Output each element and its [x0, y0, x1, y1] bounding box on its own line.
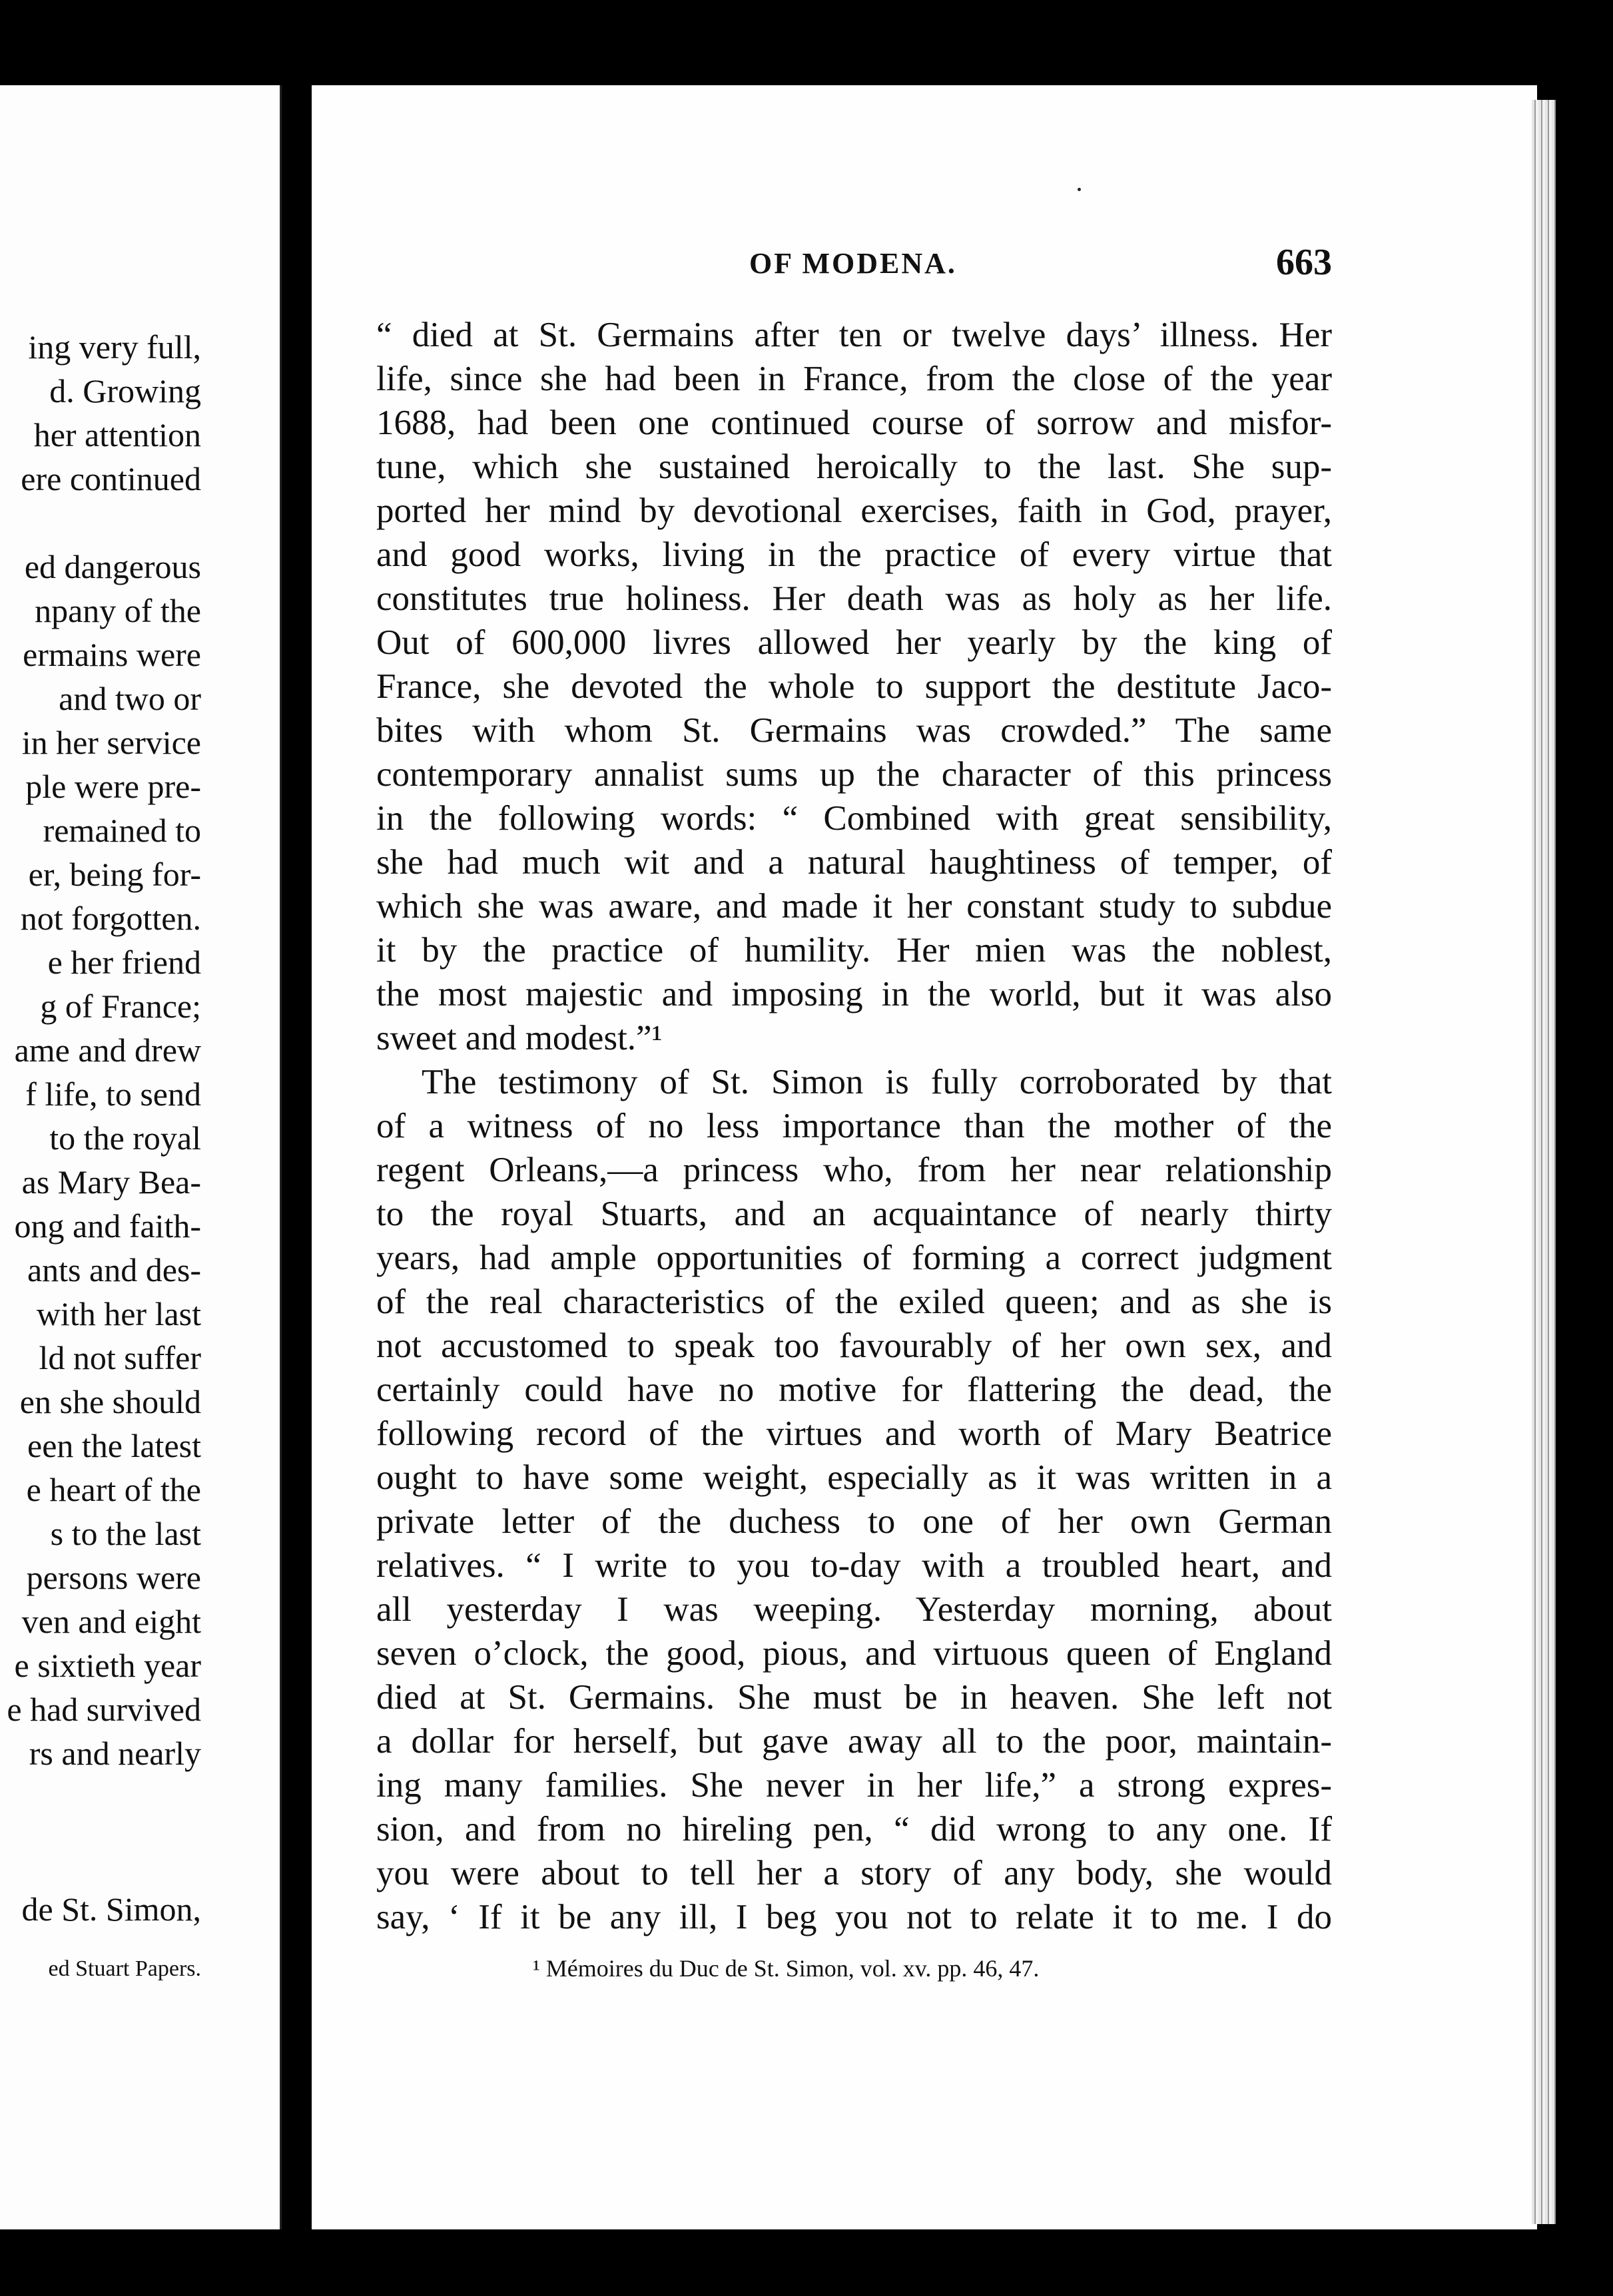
- left-line: ame and drew: [14, 1031, 201, 1069]
- text-line: of the real characteristics of the exiled queen; and as she is: [376, 1283, 1332, 1321]
- text-line: Out of 600,000 livres allowed her yearly by the king of: [376, 623, 1332, 662]
- text-line: all yesterday I was weeping. Yesterday morning, about: [376, 1590, 1332, 1629]
- left-line: ven and eight: [21, 1603, 201, 1640]
- left-line: in her service: [21, 724, 201, 761]
- text-line: 1688, had been one continued course of sorrow and misfor-: [376, 404, 1332, 442]
- text-line: say, ‘ If it be any ill, I beg you not to relate it to me. I do: [376, 1898, 1332, 1936]
- left-line: en she should: [19, 1383, 201, 1420]
- running-head: OF MODENA.: [749, 247, 957, 280]
- left-line: ed dangerous: [24, 548, 201, 585]
- text-line: constitutes true holiness. Her death was as holy as her life.: [376, 579, 1332, 618]
- left-line: ants and des-: [27, 1251, 201, 1289]
- left-line: s to the last: [50, 1515, 201, 1552]
- left-line: ing very full,: [28, 328, 201, 366]
- specks: [1078, 188, 1081, 191]
- page-number: 663: [1276, 242, 1332, 283]
- text-line: died at St. Germains. She must be in heaven. She left not: [376, 1678, 1332, 1717]
- left-line: f life, to send: [25, 1075, 201, 1113]
- text-line: sion, and from no hireling pen, “ did wrong to any one. If: [376, 1810, 1332, 1849]
- text-line: the most majestic and imposing in the world, but it was also: [376, 975, 1332, 1013]
- text-line: she had much wit and a natural haughtiness of temper, of: [376, 843, 1332, 882]
- left-line: ere continued: [21, 460, 201, 497]
- left-line: rs and nearly: [29, 1735, 201, 1772]
- text-line: and good works, living in the practice of every virtue that: [376, 535, 1332, 574]
- left-line: ld not suffer: [39, 1339, 201, 1376]
- text-line: sweet and modest.”¹: [376, 1019, 663, 1057]
- left-line: persons were: [26, 1559, 201, 1596]
- text-line: it by the practice of humility. Her mien was the noblest,: [376, 931, 1332, 970]
- left-line: [7, 501, 201, 545]
- text-line: tune, which she sustained heroically to the last. She sup-: [376, 447, 1332, 486]
- text-line: to the royal Stuarts, and an acquaintance of nearly thirty: [376, 1195, 1332, 1233]
- body-text: [376, 313, 1332, 1939]
- text-line: regent Orleans,—a princess who, from her near relationship: [376, 1151, 1332, 1189]
- text-line: “ died at St. Germains after ten or twelve days’ illness. Her: [376, 316, 1332, 354]
- page-edge: [1532, 100, 1556, 2224]
- left-line: ong and faith-: [14, 1207, 201, 1245]
- text-line: bites with whom St. Germains was crowded.” The same: [376, 711, 1332, 750]
- left-line: d. Growing: [49, 372, 201, 410]
- text-line: ing many families. She never in her life,” a strong expres-: [376, 1766, 1332, 1805]
- text-line: life, since she had been in France, from the close of the year: [376, 360, 1332, 398]
- paragraph-start-line: The testimony of St. Simon is fully corroborated by that: [422, 1063, 1332, 1101]
- footnote: ¹ Mémoires du Duc de St. Simon, vol. xv. pp. 46, 47.: [533, 1955, 1040, 1982]
- left-page: [0, 85, 282, 2229]
- text-line: of a witness of no less importance than the mother of the: [376, 1107, 1332, 1145]
- text-line: private letter of the duchess to one of her own German: [376, 1502, 1332, 1541]
- left-line: e sixtieth year: [14, 1647, 201, 1684]
- left-line: as Mary Bea-: [21, 1163, 201, 1201]
- left-line: ermains were: [23, 636, 201, 673]
- left-line: e her friend: [47, 944, 201, 981]
- left-line: e heart of the: [26, 1471, 201, 1508]
- text-line: years, had ample opportunities of forming a correct judgment: [376, 1239, 1332, 1277]
- left-line: not forgotten.: [20, 900, 201, 937]
- left-line: with her last: [36, 1295, 201, 1332]
- left-line: er, being for-: [28, 856, 201, 893]
- text-line: France, she devoted the whole to support the destitute Jaco-: [376, 667, 1332, 706]
- text-line: relatives. “ I write to you to-day with a troubled heart, and: [376, 1546, 1332, 1585]
- left-line: npany of the: [35, 592, 201, 629]
- left-page-footer-line: de St. Simon,: [21, 1890, 201, 1928]
- left-line: remained to: [43, 812, 201, 849]
- left-line: g of France;: [40, 988, 201, 1025]
- left-line: ple were pre-: [25, 768, 201, 805]
- text-line: in the following words: “ Combined with great sensibility,: [376, 799, 1332, 838]
- left-page-text: [7, 325, 201, 1775]
- text-line: certainly could have no motive for flattering the dead, the: [376, 1370, 1332, 1409]
- left-line: her attention: [33, 416, 201, 453]
- text-line: following record of the virtues and worth of Mary Beatrice: [376, 1414, 1332, 1453]
- text-line: contemporary annalist sums up the character of this princess: [376, 755, 1332, 794]
- text-line: ought to have some weight, especially as it was written in a: [376, 1458, 1332, 1497]
- text-line: you were about to tell her a story of any body, she would: [376, 1854, 1332, 1892]
- left-line: een the latest: [27, 1427, 201, 1464]
- text-line: not accustomed to speak too favourably of her own sex, and: [376, 1326, 1332, 1365]
- text-line: a dollar for herself, but gave away all to the poor, maintain-: [376, 1722, 1332, 1761]
- text-line: ported her mind by devotional exercises, faith in God, prayer,: [376, 491, 1332, 530]
- page-header: [749, 242, 1332, 293]
- text-line: seven o’clock, the good, pious, and virtuous queen of England: [376, 1634, 1332, 1673]
- text-line: which she was aware, and made it her constant study to subdue: [376, 887, 1332, 926]
- left-line: and two or: [59, 680, 201, 717]
- left-line: e had survived: [7, 1691, 201, 1728]
- left-page-footnote: ed Stuart Papers.: [48, 1956, 201, 1981]
- left-line: to the royal: [49, 1119, 201, 1157]
